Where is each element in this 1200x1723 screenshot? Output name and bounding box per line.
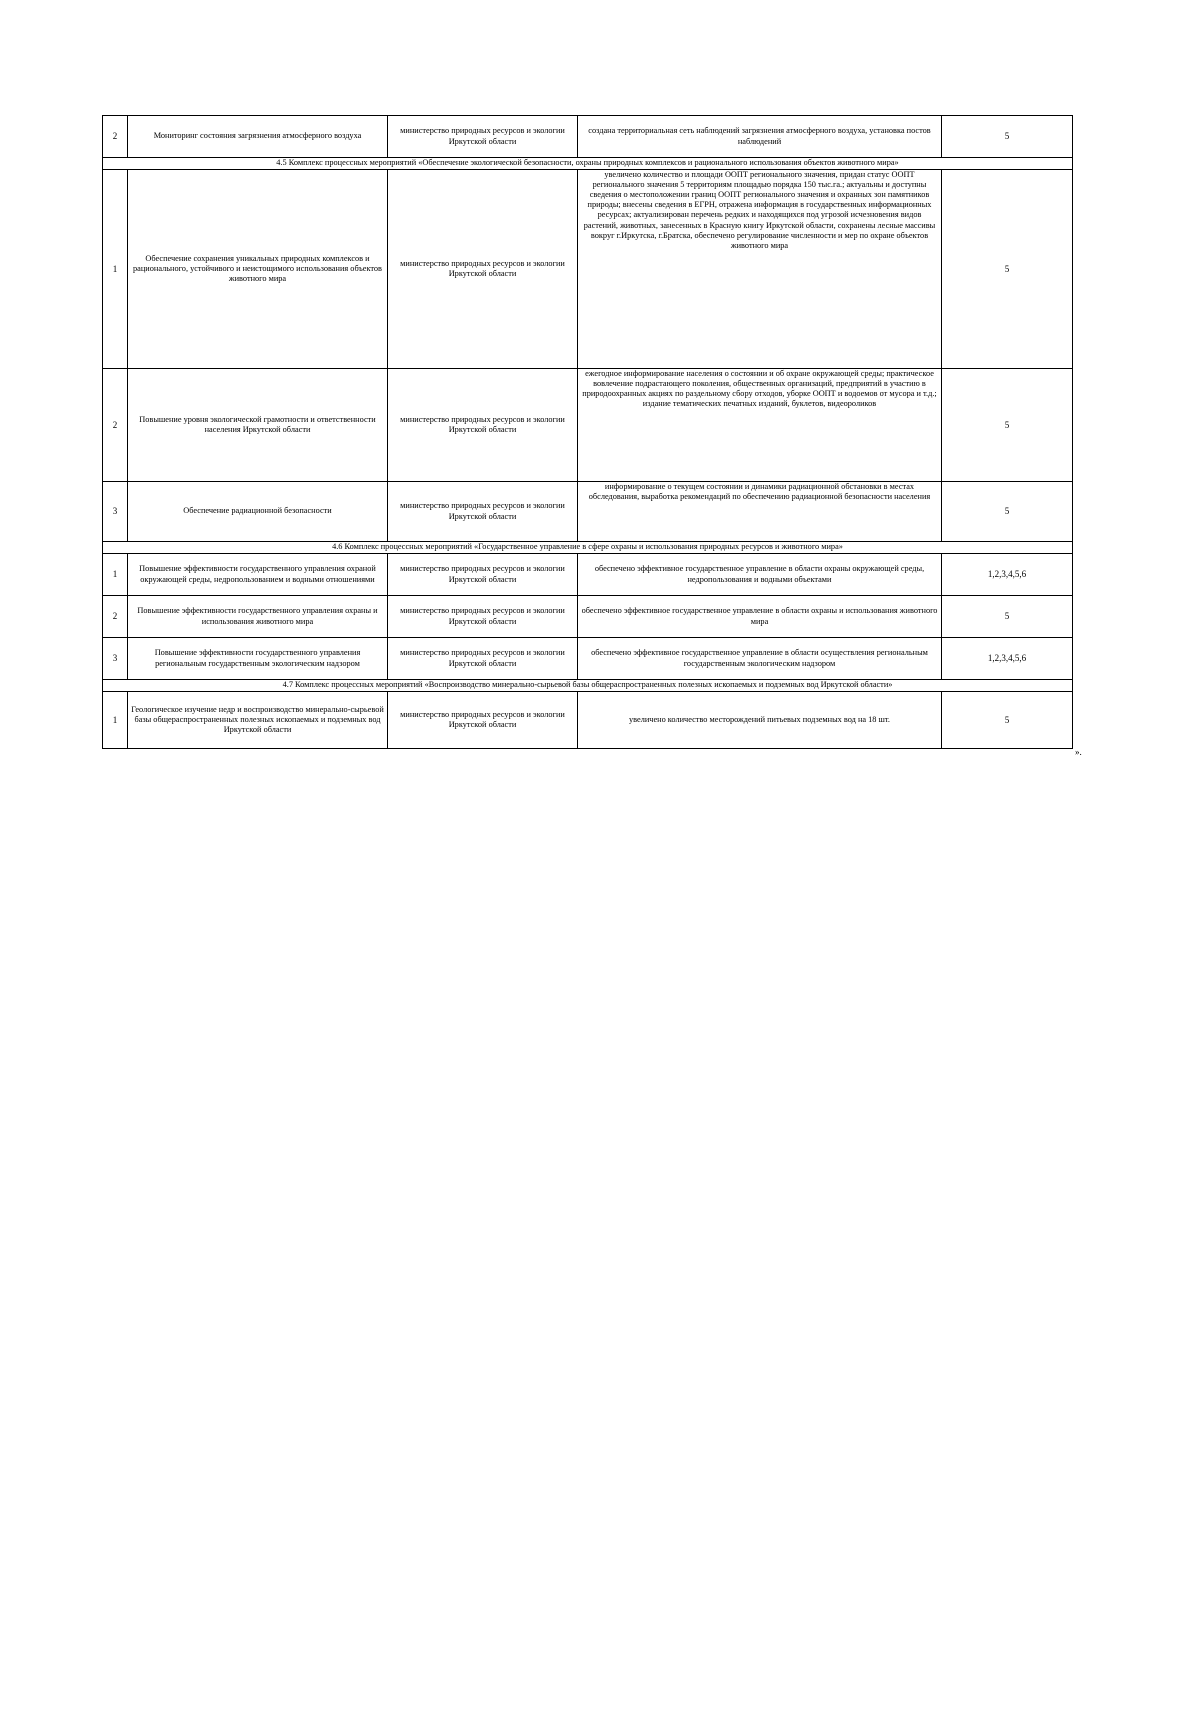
expected-result: обеспечено эффективное государственное управление в области охраны окружающей среды, недропользования и водными объектами [578,554,942,596]
measure-name: Обеспечение сохранения уникальных природных комплексов и рационального, устойчивого и неистощимого использования объектов животного мира [128,170,388,369]
measure-name: Геологическое изучение недр и воспроизводство минерально-сырьевой базы общераспространенных полезных ископаемых и подземных вод Иркутской области [128,692,388,749]
goal-indicators: 1,2,3,4,5,6 [942,638,1073,680]
expected-result: увеличено количество и площади ООПТ регионального значения, придан статус ООПТ регионального значения 5 территориям площадью порядка 150 тыс.га.; актуальны и доступны сведения о местоположении границ ООПТ регионального значения и охранных зон памятников природы; внесены сведения в ЕГРН, отражена информация в государственных информационных ресурсах; актуализирован перечень редких и находящихся под угрозой исчезновения видов растений, животных, занесенных в Красную книгу Иркутской области, сохранены лесные массивы вокруг г.Иркутска, г.Братска, обеспечено регулирование численности и мер по охране объектов животного мира [578,170,942,369]
row-number: 3 [103,482,128,542]
responsible-org: министерство природных ресурсов и экологии Иркутской области [388,170,578,369]
goal-indicators: 5 [942,596,1073,638]
section-row [103,680,1073,692]
row-number: 3 [103,638,128,680]
table-row [103,596,1073,638]
measure-name: Повышение эффективности государственного управления охраны и использования животного мира [128,596,388,638]
responsible-org: министерство природных ресурсов и экологии Иркутской области [388,369,578,482]
measure-name: Мониторинг состояния загрязнения атмосферного воздуха [128,116,388,158]
table-row [103,369,1073,482]
section-row [103,158,1073,170]
goal-indicators: 5 [942,369,1073,482]
measures-table [102,115,1073,749]
expected-result: ежегодное информирование населения о состоянии и об охране окружающей среды; практическое вовлечение подрастающего поколения, общественных организаций, предприятий в участию в природоохранных акциях по раздельному сбору отходов, уборке ООПТ и водоемов от мусора и т.д.; издание тематических печатных изданий, буклетов, видеороликов [578,369,942,482]
goal-indicators: 1,2,3,4,5,6 [942,554,1073,596]
expected-result: информирование о текущем состоянии и динамики радиационной обстановки в местах обследования, выработка рекомендаций по обеспечению радиационной безопасности населения [578,482,942,542]
responsible-org: министерство природных ресурсов и экологии Иркутской области [388,596,578,638]
table-row [103,170,1073,369]
section-title: 4.7 Комплекс процессных мероприятий «Воспроизводство минерально-сырьевой базы общераспространенных полезных ископаемых и подземных вод Иркутской области» [103,680,1073,692]
goal-indicators: 5 [942,116,1073,158]
table-row [103,116,1073,158]
measure-name: Повышение уровня экологической грамотности и ответственности населения Иркутской области [128,369,388,482]
closing-quote: ». [1075,747,1082,757]
goal-indicators: 5 [942,482,1073,542]
measure-name: Повышение эффективности государственного управления региональным государственным экологическим надзором [128,638,388,680]
responsible-org: министерство природных ресурсов и экологии Иркутской области [388,116,578,158]
goal-indicators: 5 [942,170,1073,369]
expected-result: увеличено количество месторождений питьевых подземных вод на 18 шт. [578,692,942,749]
measure-name: Повышение эффективности государственного управления охраной окружающей среды, недропользованием и водными отношениями [128,554,388,596]
responsible-org: министерство природных ресурсов и экологии Иркутской области [388,482,578,542]
measure-name: Обеспечение радиационной безопасности [128,482,388,542]
section-title: 4.6 Комплекс процессных мероприятий «Государственное управление в сфере охраны и использования природных ресурсов и животного мира» [103,542,1073,554]
expected-result: создана территориальная сеть наблюдений загрязнения атмосферного воздуха, установка постов наблюдений [578,116,942,158]
row-number: 2 [103,369,128,482]
section-row [103,542,1073,554]
table-row [103,482,1073,542]
responsible-org: министерство природных ресурсов и экологии Иркутской области [388,554,578,596]
row-number: 2 [103,596,128,638]
table-row [103,638,1073,680]
row-number: 1 [103,554,128,596]
table-row [103,554,1073,596]
expected-result: обеспечено эффективное государственное управление в области охраны и использования животного мира [578,596,942,638]
table-row [103,692,1073,749]
row-number: 1 [103,692,128,749]
row-number: 2 [103,116,128,158]
expected-result: обеспечено эффективное государственное управление в области осуществления региональным государственным экологическим надзором [578,638,942,680]
goal-indicators: 5 [942,692,1073,749]
responsible-org: министерство природных ресурсов и экологии Иркутской области [388,638,578,680]
responsible-org: министерство природных ресурсов и экологии Иркутской области [388,692,578,749]
row-number: 1 [103,170,128,369]
section-title: 4.5 Комплекс процессных мероприятий «Обеспечение экологической безопасности, охраны природных комплексов и рационального использования объектов животного мира» [103,158,1073,170]
